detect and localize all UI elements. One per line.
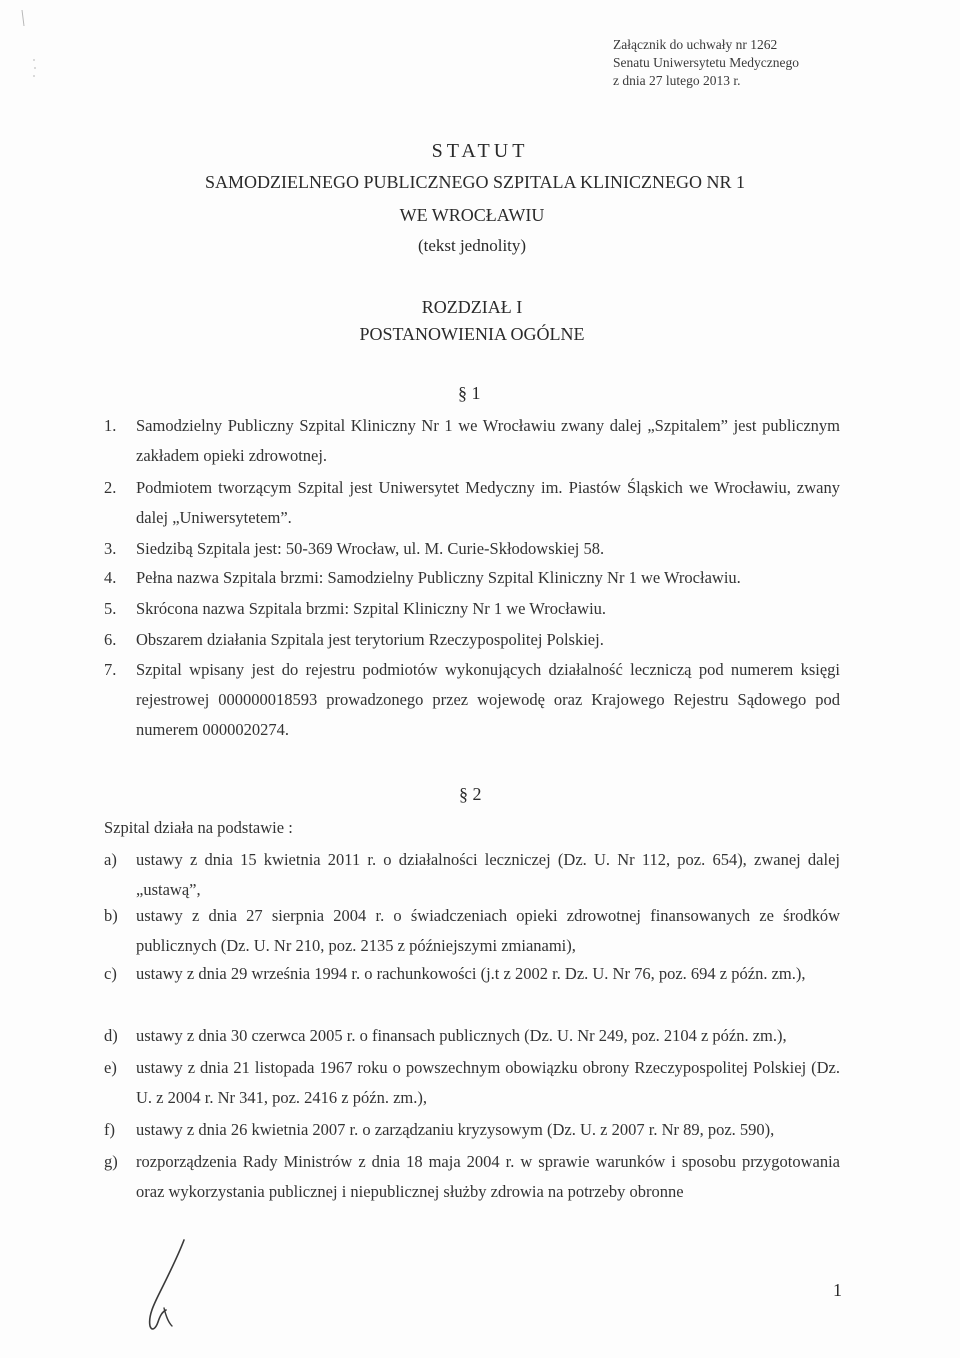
item-number: 7. [104,660,117,679]
page-number: 1 [833,1280,842,1300]
section-1-item [104,473,840,533]
item-text: ustawy z dnia 21 listopada 1967 roku o powszechnym obowiązku obrony Rzeczypospolitej Polskiej (Dz. U. z 2004 r. Nr 341, poz. 2416 z późn. zm.), [136,1058,840,1107]
item-number: 2. [104,478,117,497]
item-letter: b) [104,906,118,925]
section-1-item [104,625,840,655]
item-number: 3. [104,539,117,558]
section-2-item [104,1115,840,1145]
item-number: 4. [104,568,117,587]
attachment-note [613,36,799,90]
section-2-item [104,1053,840,1113]
item-text: Siedzibą Szpitala jest: 50-369 Wrocław, ul. M. Curie-Skłodowskiej 58. [136,539,605,558]
section-1-item [104,411,840,471]
item-text: Skrócona nazwa Szpitala brzmi: Szpital Kliniczny Nr 1 we Wrocławiu. [136,599,607,618]
section-2-item [104,901,840,961]
section-2-lead: Szpital działa na podstawie : [104,818,293,837]
section-1-sign: § 1 [458,383,481,403]
section-1-item [104,534,840,564]
item-letter: c) [104,964,117,983]
section-1-item [104,594,840,624]
item-number: 5. [104,599,117,618]
section-2-item [104,1021,840,1051]
item-letter: e) [104,1058,117,1077]
statute-title: STATUT [431,140,529,162]
item-letter: d) [104,1026,118,1045]
item-text: ustawy z dnia 15 kwietnia 2011 r. o działalności leczniczej (Dz. U. Nr 112, poz. 654), zwanej dalej „ustawą”, [136,850,840,899]
scan-margin-marks [14,4,44,94]
chapter-number: ROZDZIAŁ I [421,297,523,317]
item-text: Samodzielny Publiczny Szpital Kliniczny Nr 1 we Wrocławiu zwany dalej „Szpitalem” jest publicznym zakładem opieki zdrowotnej. [136,416,840,465]
hospital-name-heading: SAMODZIELNEGO PUBLICZNEGO SZPITALA KLINICZNEGO NR 1 [204,172,746,192]
item-text: ustawy z dnia 27 sierpnia 2004 r. o świadczeniach opieki zdrowotnej finansowanych ze środków publicznych (Dz. U. Nr 210, poz. 2135 z późniejszymi zmianami), [136,906,840,955]
item-number: 6. [104,630,117,649]
item-letter: a) [104,850,117,869]
attachment-line-2: Senatu Uniwersytetu Medycznego [613,55,799,70]
item-text: ustawy z dnia 29 września 1994 r. o rachunkowości (j.t z 2002 r. Dz. U. Nr 76, poz. 694 z późn. zm.), [136,964,806,983]
section-2-item [104,959,840,989]
section-2-item [104,845,840,905]
item-letter: g) [104,1152,118,1171]
item-text: Podmiotem tworzącym Szpital jest Uniwersytet Medyczny im. Piastów Śląskich we Wrocławiu, zwany dalej „Uniwersytetem”. [136,478,840,527]
item-text: rozporządzenia Rady Ministrów z dnia 18 maja 2004 r. w sprawie warunków i sposobu przygotowania oraz wykorzystania publicznej i niepublicznej służby zdrowia na potrzeby obronne [136,1152,840,1201]
item-number: 1. [104,416,117,435]
item-text: ustawy z dnia 30 czerwca 2005 r. o finansach publicznych (Dz. U. Nr 249, poz. 2104 z późn. zm.), [136,1026,787,1045]
item-text: ustawy z dnia 26 kwietnia 2007 r. o zarządzaniu kryzysowym (Dz. U. z 2007 r. Nr 89, poz. 590), [136,1120,775,1139]
item-text: Pełna nazwa Szpitala brzmi: Samodzielny Publiczny Szpital Kliniczny Nr 1 we Wrocławiu. [136,568,741,587]
chapter-title: POSTANOWIENIA OGÓLNE [359,324,585,344]
section-2-item [104,1147,840,1207]
handwritten-initials-signature [138,1236,198,1336]
attachment-line-3: z dnia 27 lutego 2013 r. [613,73,741,88]
city-heading: WE WROCŁAWIU [399,205,545,225]
section-2-sign: § 2 [459,784,482,804]
item-letter: f) [104,1120,115,1139]
section-1-item [104,563,840,593]
section-1-item [104,655,840,745]
attachment-line-1: Załącznik do uchwały nr 1262 [613,37,778,52]
item-text: Obszarem działania Szpitala jest terytorium Rzeczypospolitej Polskiej. [136,630,604,649]
item-text: Szpital wpisany jest do rejestru podmiotów wykonujących działalność leczniczą pod numerem księgi rejestrowej 000000018593 prowadzonego przez wojewodę oraz Krajowego Rejestru Sądowego pod numerem 0000020274. [136,660,840,739]
consolidated-text-note: (tekst jednolity) [417,236,527,255]
